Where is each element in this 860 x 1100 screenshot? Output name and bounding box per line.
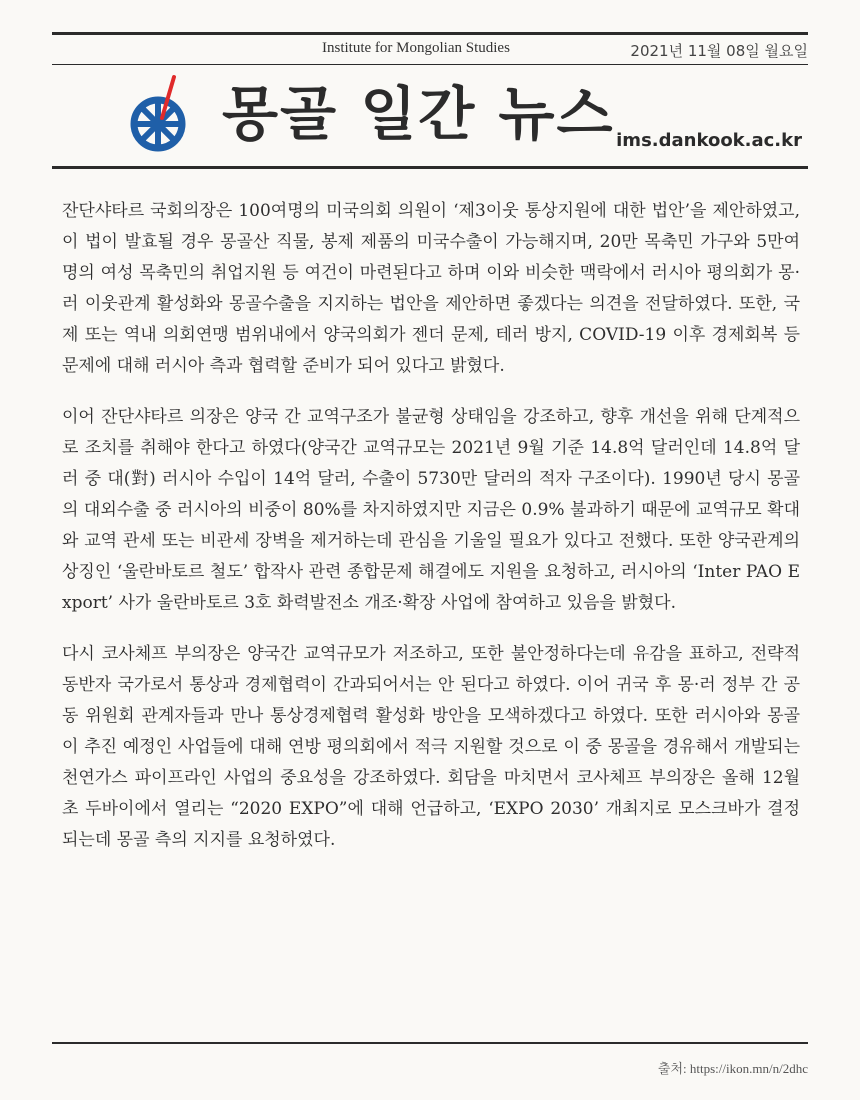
website-url: ims.dankook.ac.kr [616, 130, 802, 151]
footer-rule [52, 1042, 808, 1044]
wheel-logo-icon [128, 74, 196, 156]
top-rule [52, 32, 808, 35]
header-top [52, 40, 808, 62]
header-bottom-rule [52, 166, 808, 169]
article-paragraph: 잔단샤타르 국회의장은 100여명의 미국의회 의원이 ‘제3이웃 통상지원에 대한 법안’을 제안하였고, 이 법이 발효될 경우 몽골산 직물, 봉제 제품의 미국수출이 가능해지며, 20만 목축민 가구와 5만여 명의 여성 목축민의 취업지원 등 여건이 마련된다고 하며 이와 비슷한 맥락에서 러시아 평의회가 몽·러 이웃관계 활성화와 몽골수출을 지지하는 법안을 제안하면 좋겠다는 의견을 전달하였다. 또한, 국제 또는 역내 의회연맹 범위내에서 양국의회가 젠더 문제, 테러 방지, COVID-19 이후 경제회복 등 문제에 대해 러시아 측과 협력할 준비가 되어 있다고 밝혔다. [62, 201, 800, 376]
header-thin-rule [52, 64, 808, 65]
source-citation: 출처: https://ikon.mn/n/2dhc [657, 1061, 808, 1076]
article-paragraph: 이어 잔단샤타르 의장은 양국 간 교역구조가 불균형 상태임을 강조하고, 향후 개선을 위해 단계적으로 조치를 취해야 한다고 하였다(양국간 교역규모는 2021년 9월 기준 14.8억 달러인데 14.8억 달러 중 대(對) 러시아 수입이 14억 달러, 수출이 5730만 달러의 적자 구조이다). 1990년 당시 몽골의 대외수출 중 러시아의 비중이 80%를 차지하였지만 지금은 0.9% 불과하기 때문에 교역규모 확대와 교역 관세 또는 비관세 장벽을 제거하는데 관심을 기울일 필요가 있다고 전했다. 또한 양국관계의 상징인 ‘울란바토르 철도’ 합작사 관련 종합문제 해결에도 지원을 요청하고, 러시아의 ‘Inter PAO Export’ 사가 울란바토르 3호 화력발전소 개조·확장 사업에 참여하고 있음을 밝혔다. [62, 407, 800, 613]
newsletter-title: 몽골 일간 뉴스 [222, 80, 615, 148]
article-body [62, 196, 800, 876]
institute-name: Institute for Mongolian Studies [322, 40, 510, 56]
article-paragraph: 다시 코사체프 부의장은 양국간 교역규모가 저조하고, 또한 불안정하다는데 유감을 표하고, 전략적 동반자 국가로서 통상과 경제협력이 간과되어서는 안 된다고 하였다. 이어 귀국 후 몽·러 정부 간 공동 위원회 관계자들과 만나 통상경제협력 활성화 방안을 모색하겠다고 하였다. 또한 러시아와 몽골이 추진 예정인 사업들에 대해 연방 평의회에서 적극 지원할 것으로 이 중 몽골을 경유해서 개발되는 천연가스 파이프라인 사업의 중요성을 강조하였다. 회담을 마치면서 코사체프 부의장은 올해 12월 초 두바이에서 열리는 “2020 EXPO”에 대해 언급하고, ‘EXPO 2030’ 개최지로 모스크바가 결정되는데 몽골 측의 지지를 요청하였다. [62, 644, 800, 850]
publication-date: 2021년 11월 08일 월요일 [630, 42, 808, 60]
